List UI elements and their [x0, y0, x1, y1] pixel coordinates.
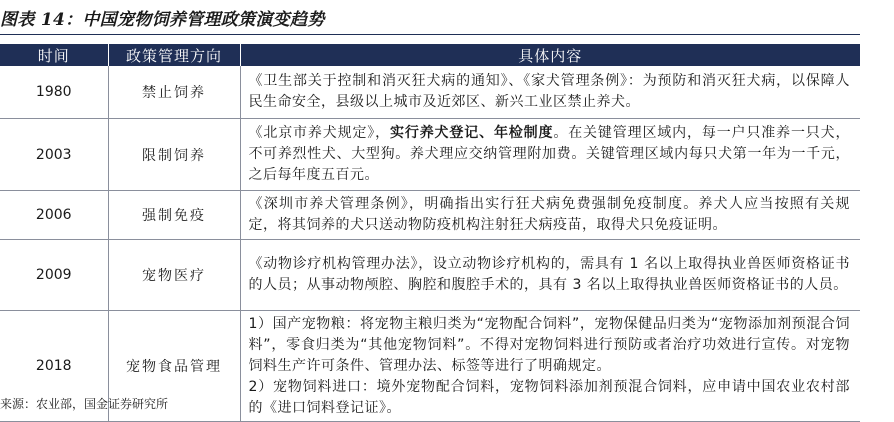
policy-table	[0, 44, 860, 422]
row-content	[240, 66, 860, 119]
header-details: 具体内容	[240, 44, 860, 66]
figure-title-bar	[0, 0, 894, 36]
content-text: 。在关键管理区域内，每一户只准养一只犬，不可养烈性犬、大型狗。养犬理应交纳管理附加费。关键管理区域内每只犬第一年为一千元，之后每年度五百元。	[248, 125, 851, 183]
row-content	[240, 240, 860, 311]
content-text: 《深圳市养犬管理条例》，明确指出实行狂犬病免费强制免疫制度。养犬人应当按照有关规定，将其饲养的犬只送动物防疫机构注射狂犬病疫苗，取得犬只免疫证明。	[248, 196, 850, 233]
header-time: 时间	[0, 44, 108, 66]
row-policy-direction: 禁止饲养	[108, 66, 240, 119]
row-content	[240, 311, 860, 422]
row-policy-direction: 宠物食品管理	[108, 311, 240, 422]
row-year: 2009	[0, 240, 108, 311]
content-emphasis: 实行养犬登记、年检制度	[390, 125, 554, 141]
title-divider	[0, 34, 860, 35]
row-year: 2003	[0, 119, 108, 191]
figure-title: 图表 14：中国宠物饲养管理政策演变趋势	[0, 10, 325, 30]
content-text: 2）宠物饲料进口：境外宠物配合饲料，宠物饲料添加剂预混合饲料，应申请中国农业农村部的《进口饲料登记证》。	[248, 378, 850, 416]
row-content	[240, 119, 860, 191]
source-note: 来源：农业部，国金证券研究所	[0, 397, 169, 411]
row-policy-direction: 宠物医疗	[108, 240, 240, 311]
header-policy-direction: 政策管理方向	[108, 44, 240, 66]
row-content	[240, 191, 860, 240]
content-text: 1）国产宠物粮：将宠物主粮归类为“宠物配合饲料”，宠物保健品归类为“宠物添加剂预混合饲料”，零食归类为“其他宠物饲料”。不得对宠物饲料进行预防或者治疗功效进行宣传。对宠物饲料生产许可条件、管理办法、标签等进行了明确规定。	[248, 315, 850, 374]
row-year: 2018	[0, 311, 108, 422]
table-row	[0, 119, 860, 191]
table-header-row	[0, 44, 860, 66]
content-text: 《北京市养犬规定》，	[248, 125, 390, 141]
table-row	[0, 240, 860, 311]
content-text: 《动物诊疗机构管理办法》，设立动物诊疗机构的，需具有 1 名以上取得执业兽医师资格证书的人员；从事动物颅腔、胸腔和腹腔手术的，具有 3 名以上取得执业兽医师资格证书的人员。	[248, 256, 850, 293]
row-policy-direction: 限制饲养	[108, 119, 240, 191]
row-year: 1980	[0, 66, 108, 119]
table-row	[0, 66, 860, 119]
content-text: 《卫生部关于控制和消灭狂犬病的通知》、《家犬管理条例》：为预防和消灭狂犬病，以保障人民生命安全，县级以上城市及近郊区、新兴工业区禁止养犬。	[248, 73, 850, 110]
table-row	[0, 191, 860, 240]
row-year: 2006	[0, 191, 108, 240]
row-policy-direction: 强制免疫	[108, 191, 240, 240]
